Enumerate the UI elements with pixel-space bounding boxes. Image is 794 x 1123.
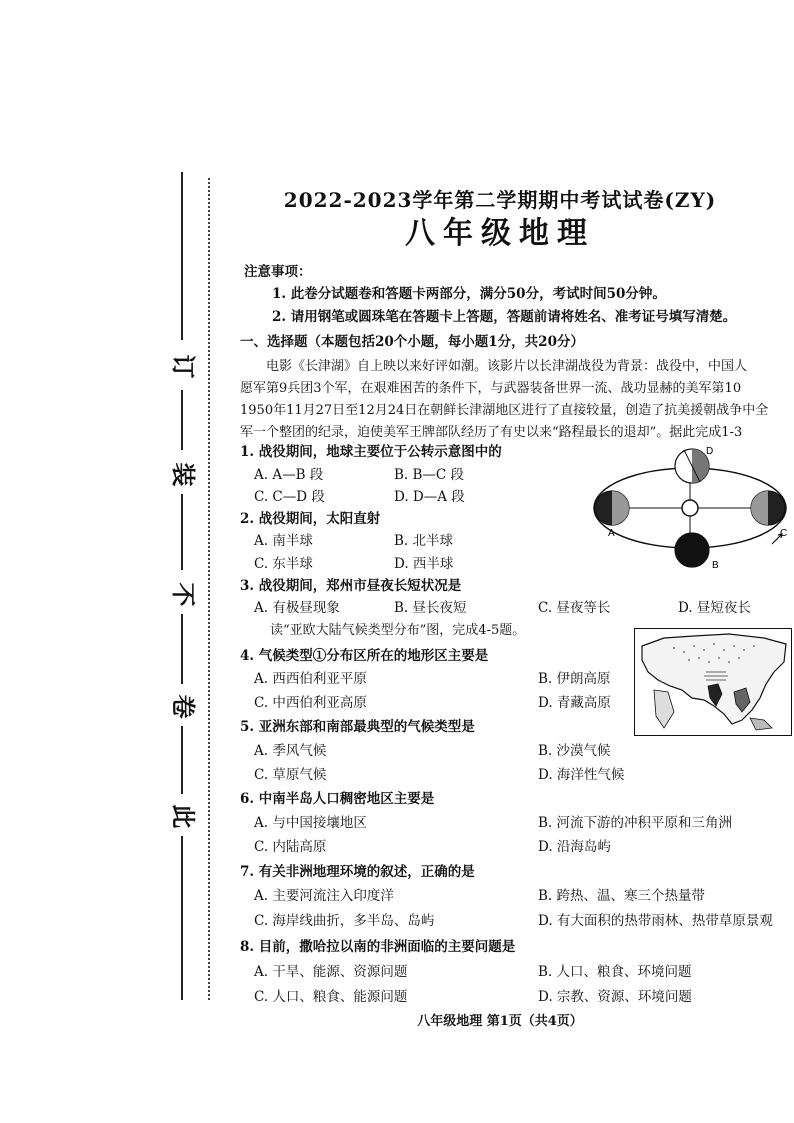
earth-a xyxy=(595,491,629,525)
question-stem: 6. 中南半岛人口稠密地区主要是 xyxy=(240,791,435,807)
orbit-diagram xyxy=(592,444,792,574)
option-c: C. 人口、粮食、能源问题 xyxy=(254,989,408,1005)
binding-dotted-line xyxy=(208,178,210,1000)
option-a: A. A—B 段 xyxy=(254,467,324,483)
passage-line: 愿军第9兵团3个军，在艰难困苦的条件下，与武器装备世界一流、战功显赫的美军第10 xyxy=(240,381,742,396)
read-instruction: 读“亚欧大陆气候类型分布”图，完成4-5题。 xyxy=(270,623,526,638)
option-a: A. 有极昼现象 xyxy=(254,600,340,616)
option-b: B. 北半球 xyxy=(394,533,454,549)
question-stem: 2. 战役期间，太阳直射 xyxy=(240,511,381,527)
binding-char-zhuang: 装 xyxy=(172,458,196,487)
notice-item-1: 1. 此卷分试题卷和答题卡两部分，满分50分，考试时间50分钟。 xyxy=(272,286,666,302)
option-c: C. 昼夜等长 xyxy=(538,600,611,616)
option-b: B. 跨热、温、寒三个热量带 xyxy=(538,888,706,904)
option-d: D. 西半球 xyxy=(394,556,454,572)
question-stem: 1. 战役期间，地球主要位于公转示意图中的 xyxy=(240,444,502,460)
passage-line: 军一个整团的纪录，迫使美军王牌部队经历了有史以来“路程最长的退却”。据此完成1-3 xyxy=(240,425,743,440)
orbit-label-b: B xyxy=(712,560,719,571)
option-b: B. 昼长夜短 xyxy=(394,600,467,616)
question-stem: 8. 目前，撒哈拉以南的非洲面临的主要问题是 xyxy=(240,939,516,955)
passage-line: 电影《长津湖》自上映以来好评如潮。该影片以长津湖战役为背景：战役中，中国人 xyxy=(266,359,748,374)
binding-char-juan: 卷 xyxy=(172,690,196,719)
passage-line: 1950年11月27日至12月24日在朝鲜长津湖地区进行了直接较量，创造了抗美援朝战争中全 xyxy=(240,403,769,418)
option-c: C. 海岸线曲折，多半岛、岛屿 xyxy=(254,913,435,929)
option-a: A. 干旱、能源、资源问题 xyxy=(254,964,408,980)
earth-c xyxy=(751,491,785,525)
option-d: D. 宗教、资源、环境问题 xyxy=(538,989,692,1005)
binding-line-top xyxy=(181,172,183,340)
option-b: B. 河流下游的冲积平原和三角洲 xyxy=(538,815,733,831)
option-d: D. 有大面积的热带雨林、热带草原景观 xyxy=(538,913,773,929)
option-b: B. 伊朗高原 xyxy=(538,671,611,687)
option-c: C. 中西伯利亚高原 xyxy=(254,695,367,711)
question-stem: 4. 气候类型①分布区所在的地形区主要是 xyxy=(240,648,489,664)
option-a: A. 主要河流注入印度洋 xyxy=(254,888,394,904)
eurasia-climate-map xyxy=(634,628,792,736)
option-c: C. C—D 段 xyxy=(254,489,325,505)
earth-b xyxy=(675,533,709,567)
exam-subtitle: 八年级地理 xyxy=(405,216,595,251)
exam-title: 2022-2023学年第二学期期中考试试卷(ZY) xyxy=(283,188,717,212)
option-a: A. 西西伯利亚平原 xyxy=(254,671,367,687)
option-a: A. 季风气候 xyxy=(254,743,327,759)
orbit-label-a: A xyxy=(608,528,615,539)
option-d: D. 昼短夜长 xyxy=(678,600,751,616)
question-stem: 5. 亚洲东部和南部最典型的气候类型是 xyxy=(240,719,475,735)
orbit-label-d: D xyxy=(706,446,714,457)
binding-line-seg3 xyxy=(181,614,183,684)
question-stem: 3. 战役期间，郑州市昼夜长短状况是 xyxy=(240,578,462,594)
option-d: D. 海洋性气候 xyxy=(538,767,625,783)
option-c: C. 东半球 xyxy=(254,556,313,572)
binding-char-ding: 订 xyxy=(172,350,196,379)
notice-heading: 注意事项： xyxy=(244,264,312,280)
option-a: A. 南半球 xyxy=(254,533,313,549)
option-b: B. 沙漠气候 xyxy=(538,743,611,759)
earth-d xyxy=(675,449,709,483)
binding-line-seg2 xyxy=(181,494,183,570)
section-heading: 一、选择题（本题包括20个小题，每小题1分，共20分） xyxy=(240,334,584,350)
binding-char-ci: 此 xyxy=(172,800,196,829)
option-d: D. 青藏高原 xyxy=(538,695,611,711)
notice-item-2: 2. 请用钢笔或圆珠笔在答题卡上答题，答题前请将姓名、准考证号填写清楚。 xyxy=(272,309,737,325)
option-a: A. 与中国接壤地区 xyxy=(254,815,367,831)
binding-line-seg4 xyxy=(181,726,183,794)
option-d: D. 沿海岛屿 xyxy=(538,839,611,855)
option-d: D. D—A 段 xyxy=(394,489,465,505)
binding-line-bottom xyxy=(181,836,183,1000)
page-footer: 八年级地理 第1页（共4页） xyxy=(417,1014,583,1029)
binding-line-seg1 xyxy=(181,390,183,450)
option-c: C. 内陆高原 xyxy=(254,839,327,855)
binding-char-bu: 不 xyxy=(172,578,196,607)
option-b: B. 人口、粮食、环境问题 xyxy=(538,964,692,980)
question-stem: 7. 有关非洲地理环境的叙述，正确的是 xyxy=(240,864,475,880)
option-c: C. 草原气候 xyxy=(254,767,327,783)
option-b: B. B—C 段 xyxy=(394,467,465,483)
orbit-label-c: C xyxy=(780,528,788,539)
